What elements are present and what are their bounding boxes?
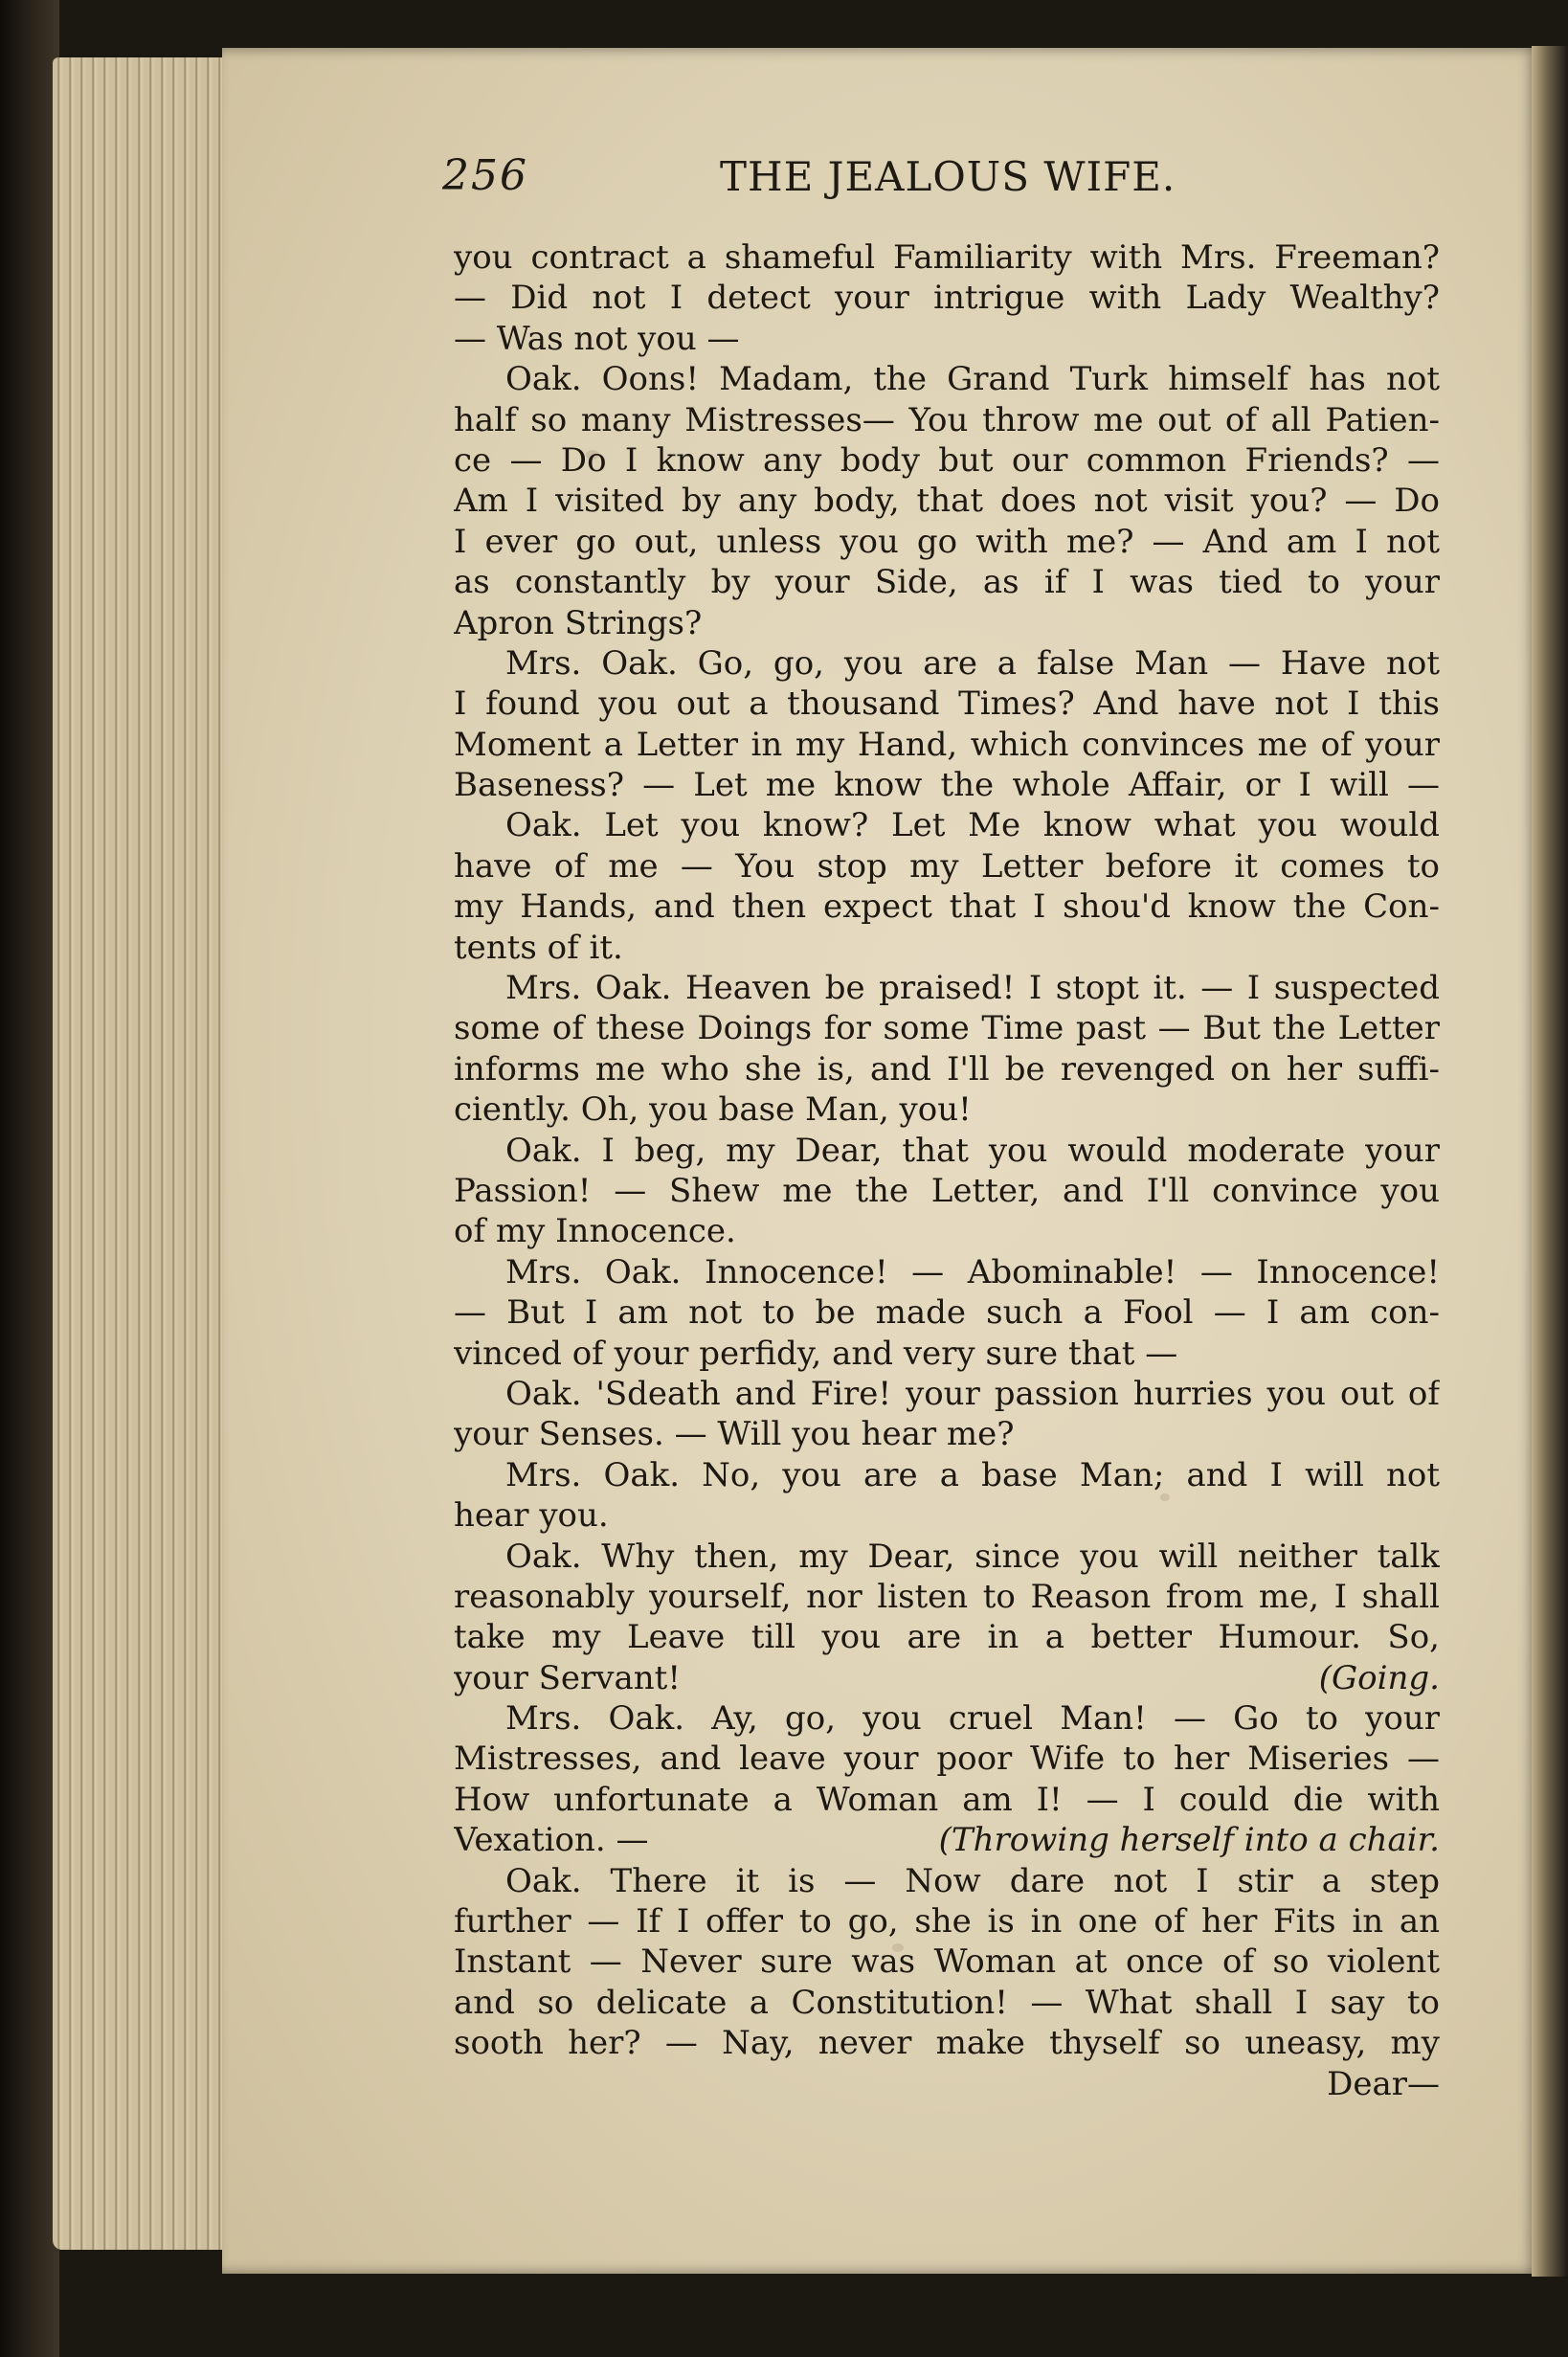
line-text: your Servant! <box>454 1658 682 1697</box>
text-line: my Hands, and then expect that I shou'd know the Con- <box>454 887 1440 927</box>
text-line: you contract a shameful Familiarity with Mrs. Freeman? <box>454 238 1440 277</box>
text-line: reasonably yourself, nor listen to Reason from me, I shall <box>454 1577 1440 1616</box>
running-title: THE JEALOUS WIFE. <box>720 153 1176 200</box>
text-line: How unfortunate a Woman am I! — I could die with <box>454 1780 1440 1819</box>
text-line: and so delicate a Constitution! — What shall I say to <box>454 1983 1440 2022</box>
text-line: your Senses. — Will you hear me? <box>454 1415 1015 1454</box>
text-line: of my Innocence. <box>454 1212 736 1251</box>
text-line: Baseness? — Let me know the whole Affair, or I will — <box>454 766 1440 805</box>
text-line: Oak. I beg, my Dear, that you would moderate your <box>505 1131 1440 1170</box>
text-line: sooth her? — Nay, never make thyself so uneasy, my <box>454 2024 1440 2063</box>
line-text: Vexation. — <box>454 1821 649 1860</box>
text-line: Oak. Why then, my Dear, since you will neither talk <box>505 1537 1440 1576</box>
page-number: 256 <box>442 151 528 200</box>
text-line: as constantly by your Side, as if I was tied to your <box>454 563 1440 602</box>
text-line: Mrs. Oak. Ay, go, you cruel Man! — Go to your <box>505 1699 1440 1739</box>
text-line: tents of it. <box>454 928 623 967</box>
text-line: ciently. Oh, you base Man, you! <box>454 1090 972 1130</box>
text-line: Passion! — Shew me the Letter, and I'll convince you <box>454 1171 1440 1210</box>
text-line: further — If I offer to go, she is in one of her Fits in an <box>454 1902 1440 1942</box>
text-line: I ever go out, unless you go with me? — And am I not <box>454 522 1440 561</box>
text-line: Mrs. Oak. No, you are a base Man; and I will not <box>505 1455 1440 1494</box>
page-stack-edges <box>53 57 230 2250</box>
text-line: Mrs. Oak. Go, go, you are a false Man — Have not <box>505 643 1440 683</box>
text-line: — But I am not to be made such a Fool — I am con- <box>454 1293 1440 1333</box>
catchword-line: Dear— <box>1327 2064 1440 2103</box>
text-line <box>454 1820 1440 1860</box>
text-line: Mrs. Oak. Heaven be praised! I stopt it. — I suspected <box>505 969 1440 1008</box>
text-line: Am I visited by any body, that does not visit you? — Do <box>454 482 1440 521</box>
facing-page-edge <box>1532 46 1568 2277</box>
text-line: half so many Mistresses— You throw me out of all Patien- <box>454 400 1440 439</box>
text-line: Apron Strings? <box>454 603 703 642</box>
play-text <box>454 237 1440 2104</box>
text-line: have of me — You stop my Letter before it comes to <box>454 846 1440 886</box>
text-line: — Did not I detect your intrigue with Lady Wealthy? <box>454 279 1440 318</box>
text-line: Instant — Never sure was Woman at once of so violent <box>454 1942 1440 1982</box>
text-line: Mrs. Oak. Innocence! — Abominable! — Innocence! <box>505 1252 1440 1291</box>
text-line: — Was not you — <box>454 319 740 358</box>
book-binding-edge <box>0 0 59 2357</box>
text-line: ce — Do I know any body but our common Friends? — <box>454 440 1440 480</box>
text-line: vinced of your perfidy, and very sure that — <box>454 1334 1178 1373</box>
text-line: Moment a Letter in my Hand, which convinces me of your <box>454 725 1440 764</box>
text-line: Oak. There it is — Now dare not I stir a step <box>505 1861 1440 1900</box>
text-line: take my Leave till you are in a better Humour. So, <box>454 1618 1440 1657</box>
page-header <box>442 151 1447 218</box>
stage-direction: (Throwing herself into a chair. <box>938 1821 1440 1860</box>
text-line: some of these Doings for some Time past — But the Letter <box>454 1009 1440 1048</box>
text-line: Oak. 'Sdeath and Fire! your passion hurries you out of <box>505 1374 1440 1413</box>
text-line: Oak. Oons! Madam, the Grand Turk himself has not <box>505 360 1440 399</box>
text-line <box>454 1658 1440 1698</box>
text-line: hear you. <box>454 1496 609 1536</box>
text-line: Mistresses, and leave your poor Wife to her Miseries — <box>454 1740 1440 1779</box>
text-line: informs me who she is, and I'll be revenged on her suffi- <box>454 1049 1440 1089</box>
text-line: I found you out a thousand Times? And have not I this <box>454 685 1440 724</box>
text-line: Oak. Let you know? Let Me know what you would <box>505 806 1440 845</box>
stage-direction: (Going. <box>1318 1658 1440 1697</box>
